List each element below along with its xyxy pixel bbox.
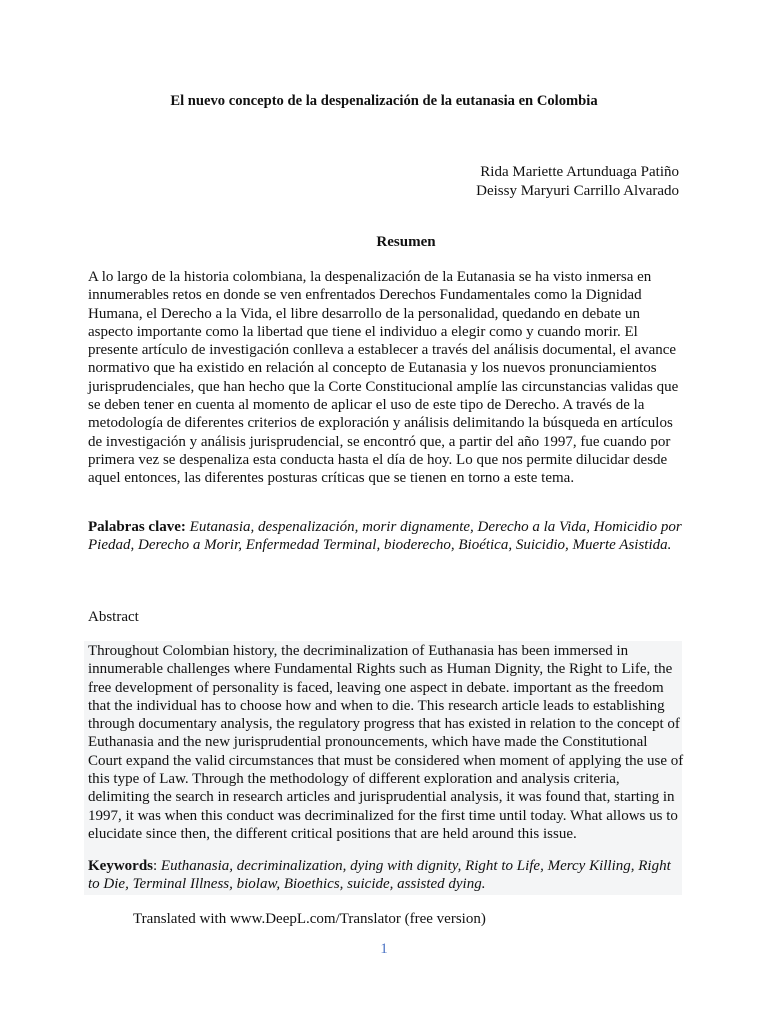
- resumen-paragraph: A lo largo de la historia colombiana, la despenalización de la Eutanasia se ha visto inmersa en innumerables retos en donde se ven enfrentados Derechos Fundamentales como la Dignidad Humana, el Derecho a la Vida, el libre desarrollo de la personalidad, quedando en debate un aspecto importante como la libertad que tiene el individuo a elegir como y cuando morir. El presente artículo de investigación conlleva a establecer a través del análisis documental, el avance normativo que ha existido en relación al concepto de Eutanasia y los nuevos pronunciamientos jurisprudenciales, que han hecho que la Corte Constitucional amplíe las circunstancias validas que se deben tener en cuenta al momento de aplicar el uso de este tipo de Derecho. A través de la metodología de diferentes criterios de exploración y análisis delimitando la búsqueda en artículos de investigación y análisis jurisprudencial, se encontró que, a partir del año 1997, fue cuando por primera vez se despenaliza esta conducta hasta el día de hoy. Lo que nos permite dilucidar desde aquel entonces, las diferentes posturas críticas que se tienen en torno a este tema.: [88, 269, 679, 487]
- page-number: 1: [380, 941, 388, 957]
- palabras-clave-list: Eutanasia, despenalización, morir dignamente, Derecho a la Vida, Homicidio por Piedad, Derecho a Morir, Enfermedad Terminal, bioderecho, Bioética, Suicidio, Muerte Asistida.: [88, 519, 682, 554]
- abstract-paragraph: Throughout Colombian history, the decriminalization of Euthanasia has been immersed in innumerable challenges where Fundamental Rights such as Human Dignity, the Right to Life, the free development of personality is faced, leaving one aspect in debate. important as the freedom that the individual has to choose how and when to die. This research article leads to establishing through documentary analysis, the regulatory progress that has existed in relation to the concept of Euthanasia and the new jurisprudential pronouncements, which have made the Constitutional Court expand the valid circumstances that must be considered when moment of applying the use of this type of Law. Through the methodology of different exploration and analysis criteria, delimiting the search in research articles and jurisprudential analysis, it was found that, starting in 1997, it was when this conduct was decriminalized for the first time until today. What allows us to elucidate since then, the different critical positions that are held around this issue.: [88, 643, 684, 842]
- keywords-separator: :: [153, 858, 161, 874]
- translation-note: Translated with www.DeepL.com/Translator (free version): [133, 911, 486, 927]
- keywords-label: Keywords: [88, 858, 153, 874]
- author-list: [476, 163, 679, 201]
- palabras-clave-label: Palabras clave:: [88, 519, 186, 535]
- author-name: Deissy Maryuri Carrillo Alvarado: [476, 183, 679, 199]
- resumen-heading: Resumen: [376, 234, 436, 250]
- palabras-clave-paragraph: [88, 518, 684, 555]
- abstract-heading: Abstract: [88, 609, 139, 625]
- page-title: El nuevo concepto de la despenalización de la eutanasia en Colombia: [170, 93, 598, 109]
- keywords-list: Euthanasia, decriminalization, dying with dignity, Right to Life, Mercy Killing, Right to Die, Terminal Illness, biolaw, Bioethics, suicide, assisted dying.: [88, 858, 671, 893]
- author-name: Rida Mariette Artunduaga Patiño: [480, 164, 679, 180]
- keywords-paragraph: [88, 857, 684, 894]
